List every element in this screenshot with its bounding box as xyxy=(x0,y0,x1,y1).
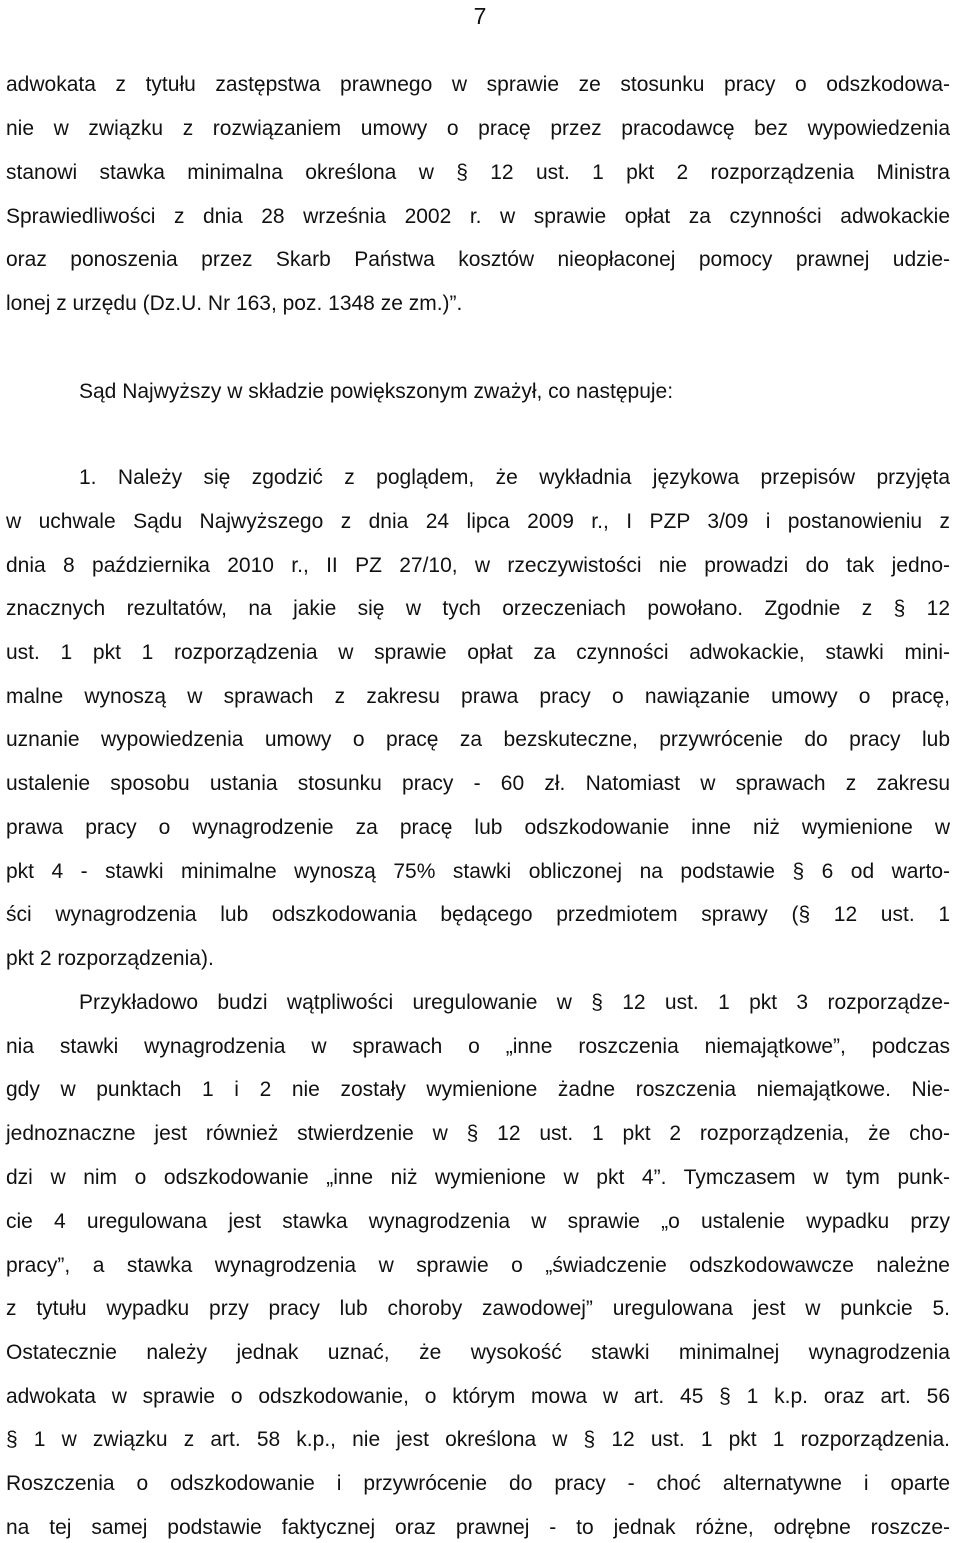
text-line: stanowi stawka minimalna określona w § 12 ust. 1 pkt 2 rozporządzenia Ministra xyxy=(6,161,950,184)
text-line: nia stawki wynagrodzenia w sprawach o „inne roszczenia niemajątkowe”, podczas xyxy=(6,1035,950,1058)
text-line: pracy”, a stawka wynagrodzenia w sprawie o „świadczenie odszkodowawcze należne xyxy=(6,1254,950,1277)
text-line: Sąd Najwyższy w składzie powiększonym zważył, co następuje: xyxy=(79,380,674,403)
text-line: Przykładowo budzi wątpliwości uregulowanie w § 12 ust. 1 pkt 3 rozporządze- xyxy=(79,991,950,1014)
text-line: pkt 4 - stawki minimalne wynoszą 75% stawki obliczonej na podstawie § 6 od warto- xyxy=(6,860,950,883)
text-line: Ostatecznie należy jednak uznać, że wysokość stawki minimalnej wynagrodzenia xyxy=(6,1341,950,1364)
text-line: lonej z urzędu (Dz.U. Nr 163, poz. 1348 ze zm.)”. xyxy=(6,292,463,315)
text-line: malne wynoszą w sprawach z zakresu prawa pracy o nawiązanie umowy o pracę, xyxy=(6,685,950,708)
text-line: z tytułu wypadku przy pracy lub choroby zawodowej” uregulowana jest w punkcie 5. xyxy=(6,1297,950,1320)
text-line: Roszczenia o odszkodowanie i przywrócenie do pracy - choć alternatywne i oparte xyxy=(6,1472,950,1495)
text-line: adwokata z tytułu zastępstwa prawnego w sprawie ze stosunku pracy o odszkodowa- xyxy=(6,73,950,96)
text-line: adwokata w sprawie o odszkodowanie, o którym mowa w art. 45 § 1 k.p. oraz art. 56 xyxy=(6,1385,950,1408)
text-line: na tej samej podstawie faktycznej oraz prawnej - to jednak różne, odrębne roszcze- xyxy=(6,1516,950,1539)
text-line: ust. 1 pkt 1 rozporządzenia w sprawie opłat za czynności adwokackie, stawki mini- xyxy=(6,641,950,664)
text-line: 1. Należy się zgodzić z poglądem, że wykładnia językowa przepisów przyjęta xyxy=(79,466,950,489)
text-line: oraz ponoszenia przez Skarb Państwa kosztów nieopłaconej pomocy prawnej udzie- xyxy=(6,248,950,271)
text-line: uznanie wypowiedzenia umowy o pracę za bezskuteczne, przywrócenie do pracy lub xyxy=(6,728,950,751)
text-line: w uchwale Sądu Najwyższego z dnia 24 lipca 2009 r., I PZP 3/09 i postanowieniu z xyxy=(6,510,950,533)
text-line: jednoznaczne jest również stwierdzenie w § 12 ust. 1 pkt 2 rozporządzenia, że cho- xyxy=(6,1122,950,1145)
text-line: znacznych rezultatów, na jakie się w tych orzeczeniach powołano. Zgodnie z § 12 xyxy=(6,597,950,620)
text-line: dnia 8 października 2010 r., II PZ 27/10, w rzeczywistości nie prowadzi do tak jedno- xyxy=(6,554,950,577)
page-number: 7 xyxy=(473,3,487,29)
text-line: cie 4 uregulowana jest stawka wynagrodzenia w sprawie „o ustalenie wypadku przy xyxy=(6,1210,950,1233)
text-line: prawa pracy o wynagrodzenie za pracę lub odszkodowanie inne niż wymienione w xyxy=(6,816,950,839)
text-line: § 1 w związku z art. 58 k.p., nie jest określona w § 12 ust. 1 pkt 1 rozporządzenia. xyxy=(6,1428,950,1451)
text-line: Sprawiedliwości z dnia 28 września 2002 r. w sprawie opłat za czynności adwokackie xyxy=(6,205,950,228)
text-line: nie w związku z rozwiązaniem umowy o pracę przez pracodawcę bez wypowiedzenia xyxy=(6,117,950,140)
text-line: gdy w punktach 1 i 2 nie zostały wymienione żadne roszczenia niemajątkowe. Nie- xyxy=(6,1078,950,1101)
text-line: pkt 2 rozporządzenia). xyxy=(6,947,214,970)
text-line: ustalenie sposobu ustania stosunku pracy - 60 zł. Natomiast w sprawach z zakresu xyxy=(6,772,950,795)
text-line: ści wynagrodzenia lub odszkodowania będącego przedmiotem sprawy (§ 12 ust. 1 xyxy=(6,903,950,926)
text-line: dzi w nim o odszkodowanie „inne niż wymienione w pkt 4”. Tymczasem w tym punk- xyxy=(6,1166,950,1189)
